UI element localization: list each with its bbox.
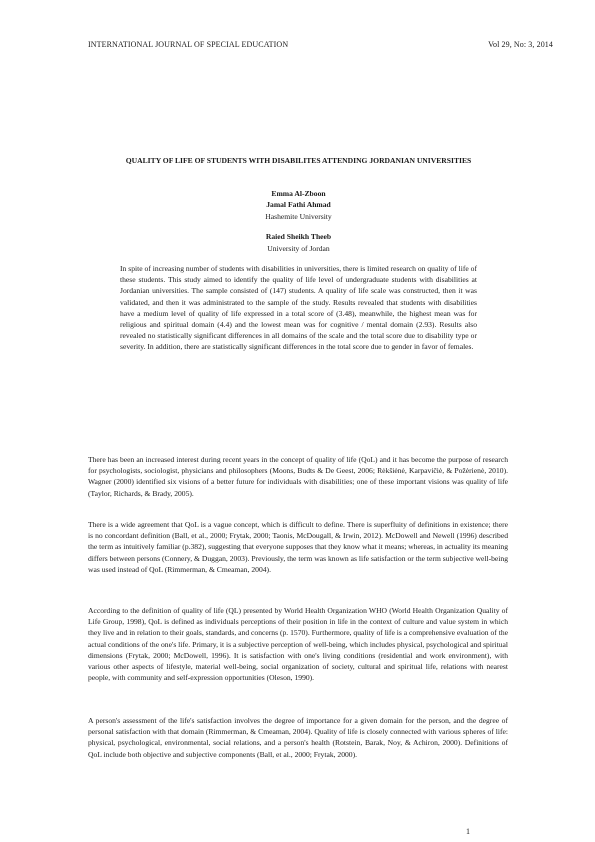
body-paragraph: According to the definition of quality of life (QL) presented by World Health Organization WHO (World Health Organization Quality of Life Group, 1998), QoL is defined as individuals perceptions of their position in life in the context of culture and value system in which they live and in relation to their goals, standards, and concerns (p. 1570). Furthermore, quality of life is a comprehensive evaluation of the actual conditions of the one's life. Primary, it is a subjective perception of well-being, which includes physical, psychological and spiritual dimensions (Frytak, 2000; McDowell, 1996). It is satisfaction with one's living conditions (residential and work environment), with various other aspects of lifestyle, material well-being, social organization of society, cultural and spiritual life, relations with nearest people, with community and self-expression opportunities (Oleson, 1990). [88,606,508,683]
body-paragraph: A person's assessment of the life's satisfaction involves the degree of importance for a given domain for the person, and the degree of personal satisfaction with that domain (Rimmerman, & Cmeaman, 2004). Quality of life is closely connected with various spheres of life: physical, psychological, environmental, social relations, and a person's health (Rotstein, Barak, Noy, & Achiron, 2000). Definitions of QoL include both objective and subjective components (Ball, et al., 2000; Frytak, 2000). [88,716,508,759]
running-header [88,40,553,52]
author-spacer [90,222,507,231]
abstract: In spite of increasing number of students with disabilities in universities, there is limited research on quality of life of these students. This study aimed to identify the quality of life level of undergraduate students with disabilities at Jordanian universities. The sample consisted of (147) students. A quality of life scale was constructed, then it was validated, and then it was administrated to the sample of the study. Results revealed that students with disabilities have a medium level of quality of life expressed in a total score of (3.48), meanwhile, the highest mean was for religious and spiritual domain (4.4) and the lowest mean was for cognitive / mental domain (2.93). Results also revealed no statistically significant differences in all domains of the scale and the total score due to disability type or severity. In addition, there are statistically significant differences in the total score due to gender in favor of females. [120,264,477,352]
author-block [90,188,507,254]
volume-issue: Vol 29, No: 3, 2014 [488,40,553,49]
author-name: Emma Al-Zboon [271,189,326,198]
body-paragraph: There has been an increased interest during recent years in the concept of quality of life (QoL) and it has become the purpose of research for psychologists, sociologist, physicians and philosophers (Moons, Budts & De Geest, 2006; Rėkšiėnė, Karpavičiė, & Požėrienė, 2010). Wagner (2000) identified six visions of a better future for individuals with disabilities; one of these important visions was quality of life (Taylor, Richards, & Brady, 2005). [88,455,508,498]
author-name: Jamal Fathi Ahmad [266,200,331,210]
author-affiliation: Hashemite University [265,211,332,221]
body-paragraph: There is a wide agreement that QoL is a vague concept, which is difficult to define. There is superfluity of definitions in existence; there is no concordant definition (Ball, et al., 2000; Frytak, 2000; Taonis, McDougall, & Irwin, 2012). McDowell and Newell (1996) described the term as intuitively familiar (p.382), suggesting that everyone supposes that they know what it means; whereas, in actuality its meaning differs between persons (Connery, & Duggan, 2003). Previously, the term was known as life satisfaction or the term subjective well-being was used instead of QoL (Rimmerman, & Cmeaman, 2004). [88,520,508,574]
page-number: 1 [466,827,470,836]
author-name: Raied Sheikh Theeb [265,232,332,242]
paper-title: QUALITY OF LIFE OF STUDENTS WITH DISABILITES ATTENDING JORDANIAN UNIVERSITIES [125,156,472,165]
journal-name: INTERNATIONAL JOURNAL OF SPECIAL EDUCATION [88,40,289,49]
author-affiliation: University of Jordan [267,243,330,253]
